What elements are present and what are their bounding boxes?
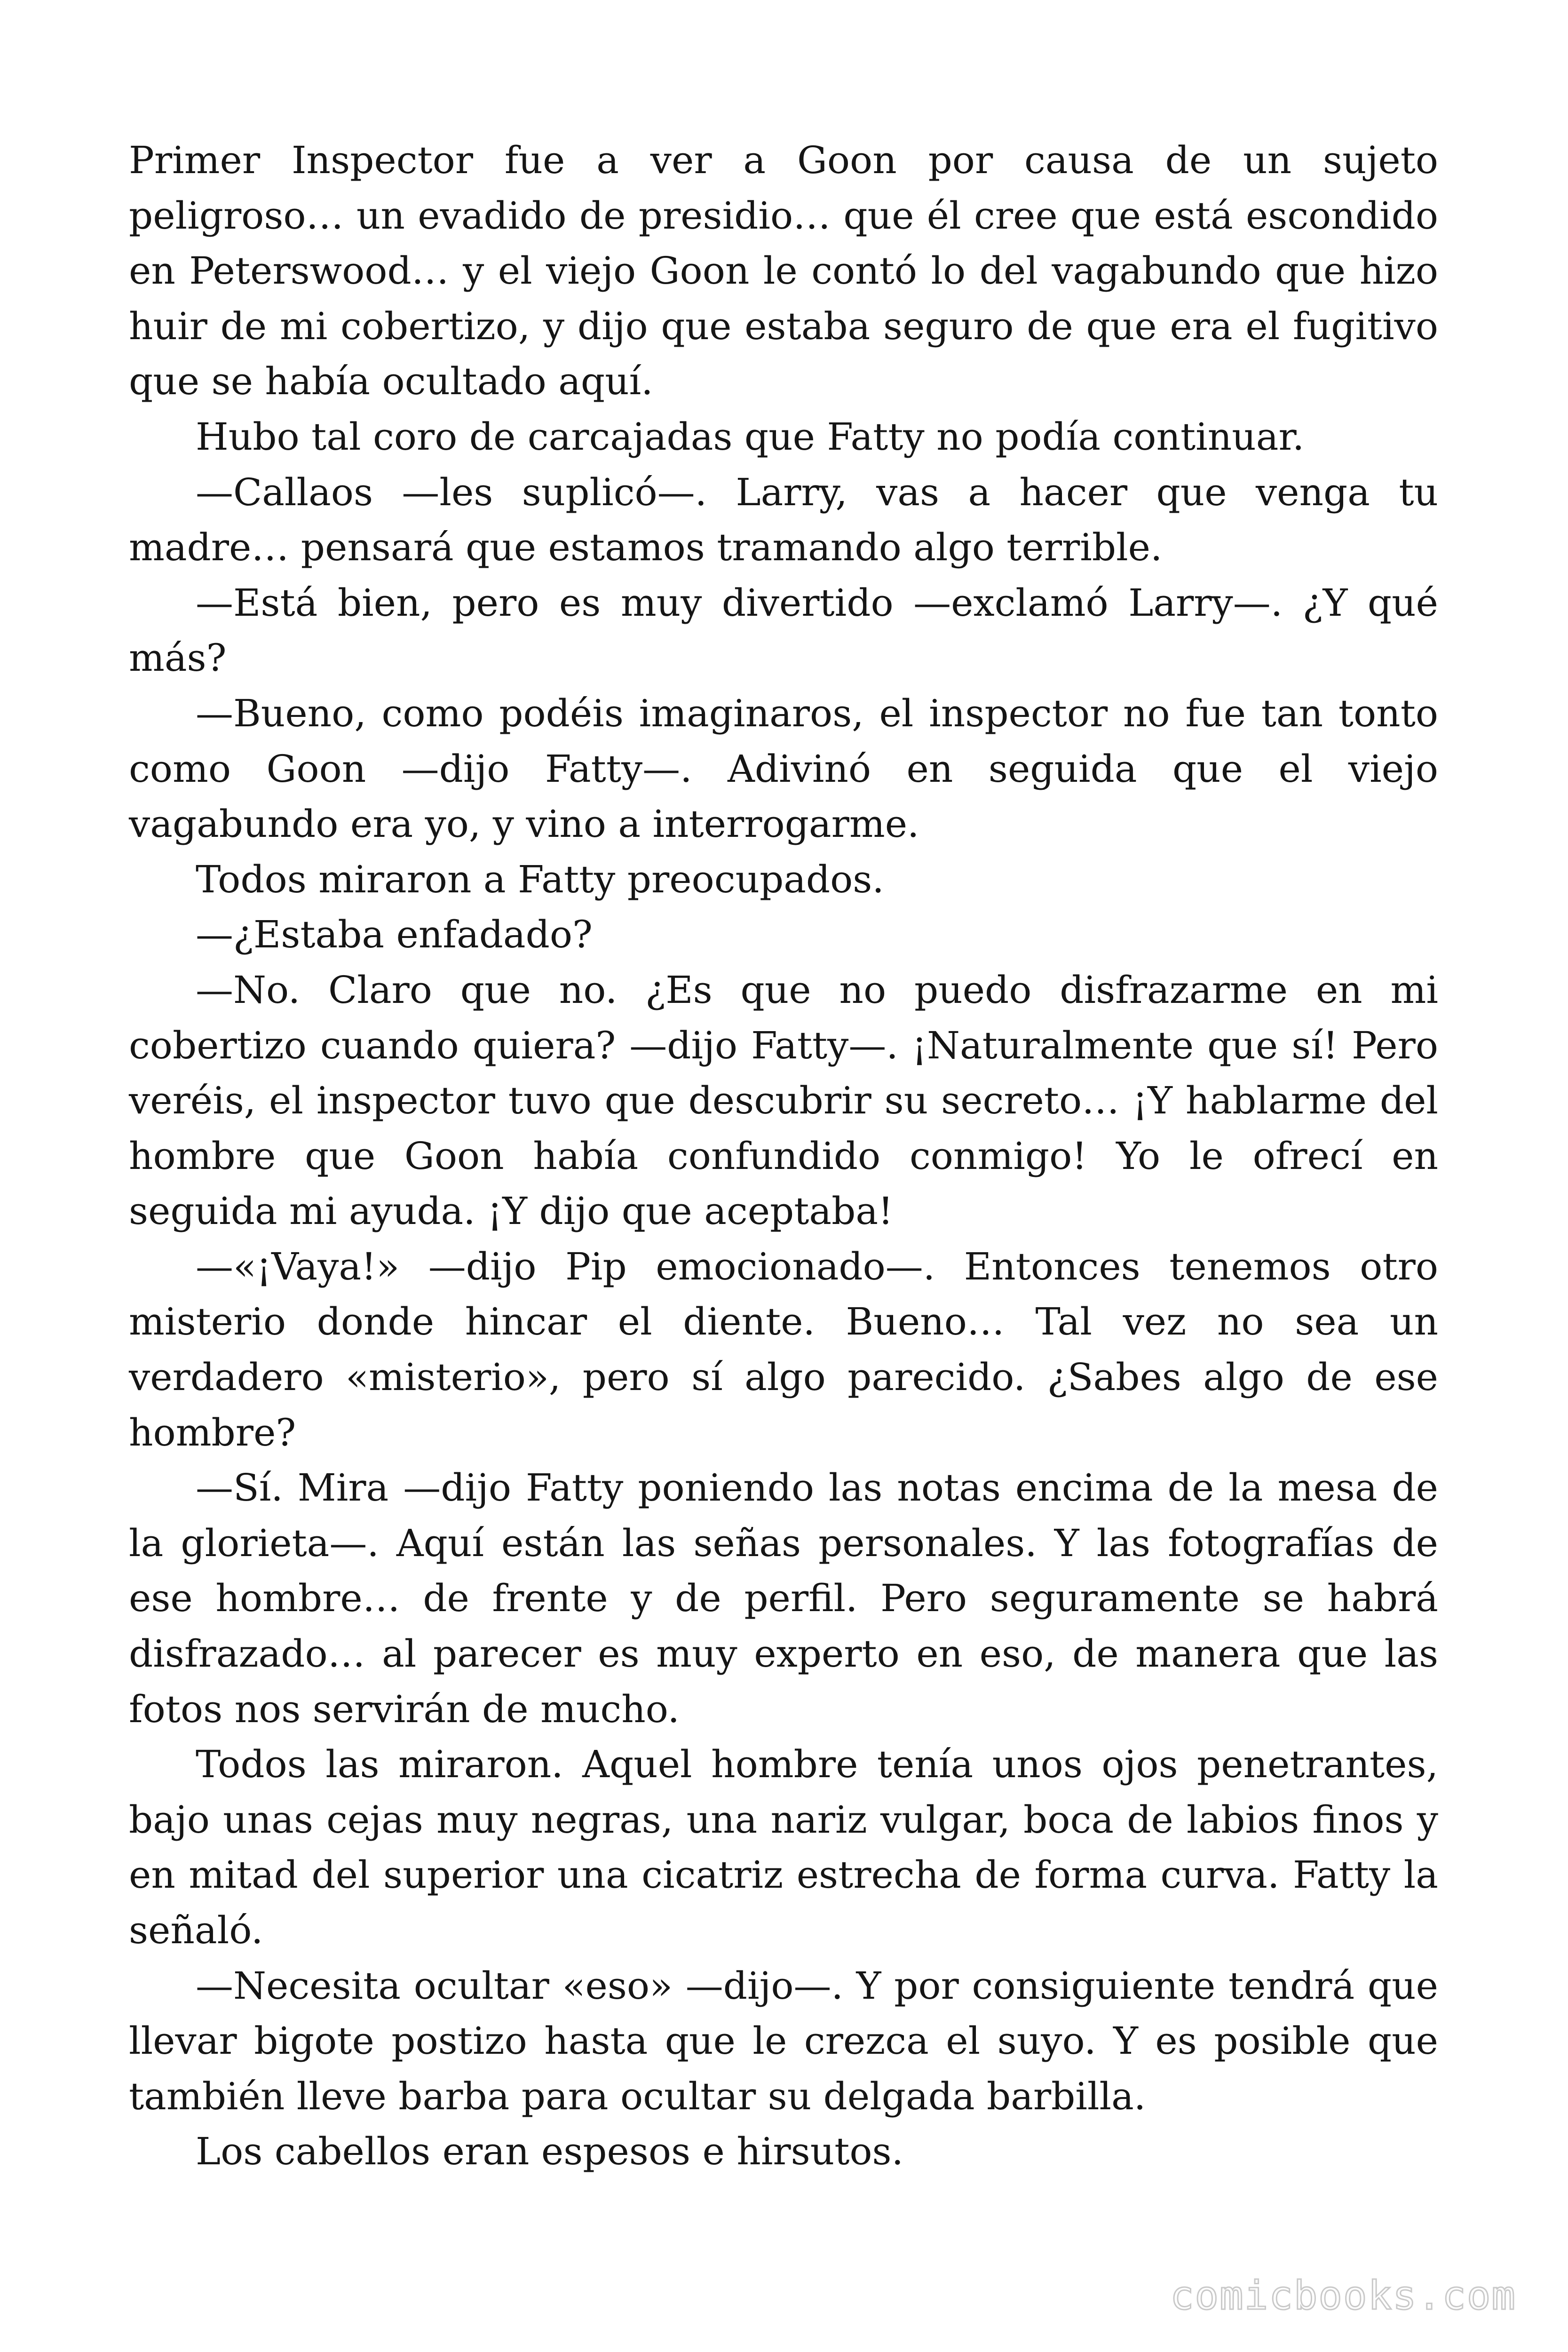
paragraph: Primer Inspector fue a ver a Goon por causa de un sujeto peligroso… un evadido de presidio… que él cree que está escondido en Peterswood… y el viejo Goon le contó lo del vagabundo que hizo huir de mi cobertizo, y dijo que estaba seguro de que era el fugitivo que se había ocultado aquí. [129,138,1438,404]
paragraph: —Callaos —les suplicó—. Larry, vas a hacer que venga tu madre… pensará que estamos tramando algo terrible. [129,470,1438,570]
paragraph: —¿Estaba enfadado? [196,913,593,957]
paragraph: Los cabellos eran espesos e hirsutos. [196,2130,904,2174]
paragraph: —Sí. Mira —dijo Fatty poniendo las notas encima de la mesa de la glorieta—. Aquí están las señas personales. Y las fotografías de ese hombre… de frente y de perfil. Pero seguramente se habrá disfrazado… al parecer es muy experto en eso, de manera que las fotos nos servirán de mucho. [129,1466,1438,1731]
paragraph: Hubo tal coro de carcajadas que Fatty no podía continuar. [196,414,1305,459]
paragraph: —No. Claro que no. ¿Es que no puedo disfrazarme en mi cobertizo cuando quiera? —dijo Fatty—. ¡Naturalmente que sí! Pero veréis, el inspector tuvo que descubrir su secreto… ¡Y hablarme del hombre que Goon había confundido conmigo! Yo le ofrecí en seguida mi ayuda. ¡Y dijo que aceptaba! [129,968,1438,1233]
body-text [129,133,1438,2179]
paragraph: —«¡Vaya!» —dijo Pip emocionado—. Entonces tenemos otro misterio donde hincar el diente. Bueno… Tal vez no sea un verdadero «misterio», pero sí algo parecido. ¿Sabes algo de ese hombre? [129,1244,1438,1454]
paragraph: Todos las miraron. Aquel hombre tenía unos ojos penetrantes, bajo unas cejas muy negras, una nariz vulgar, boca de labios finos y en mitad del superior una cicatriz estrecha de forma curva. Fatty la señaló. [129,1742,1438,1952]
paragraph: Todos miraron a Fatty preocupados. [196,857,884,901]
paragraph: —Está bien, pero es muy divertido —exclamó Larry—. ¿Y qué más? [129,580,1438,680]
watermark: comicbooks.com [1170,2273,1516,2319]
paragraph: —Necesita ocultar «eso» —dijo—. Y por consiguiente tendrá que llevar bigote postizo hasta que le crezca el suyo. Y es posible que también lleve barba para ocultar su delgada barbilla. [129,1963,1438,2118]
paragraph: —Bueno, como podéis imaginaros, el inspector no fue tan tonto como Goon —dijo Fatty—. Adivinó en seguida que el viejo vagabundo era yo, y vino a interrogarme. [129,691,1438,846]
